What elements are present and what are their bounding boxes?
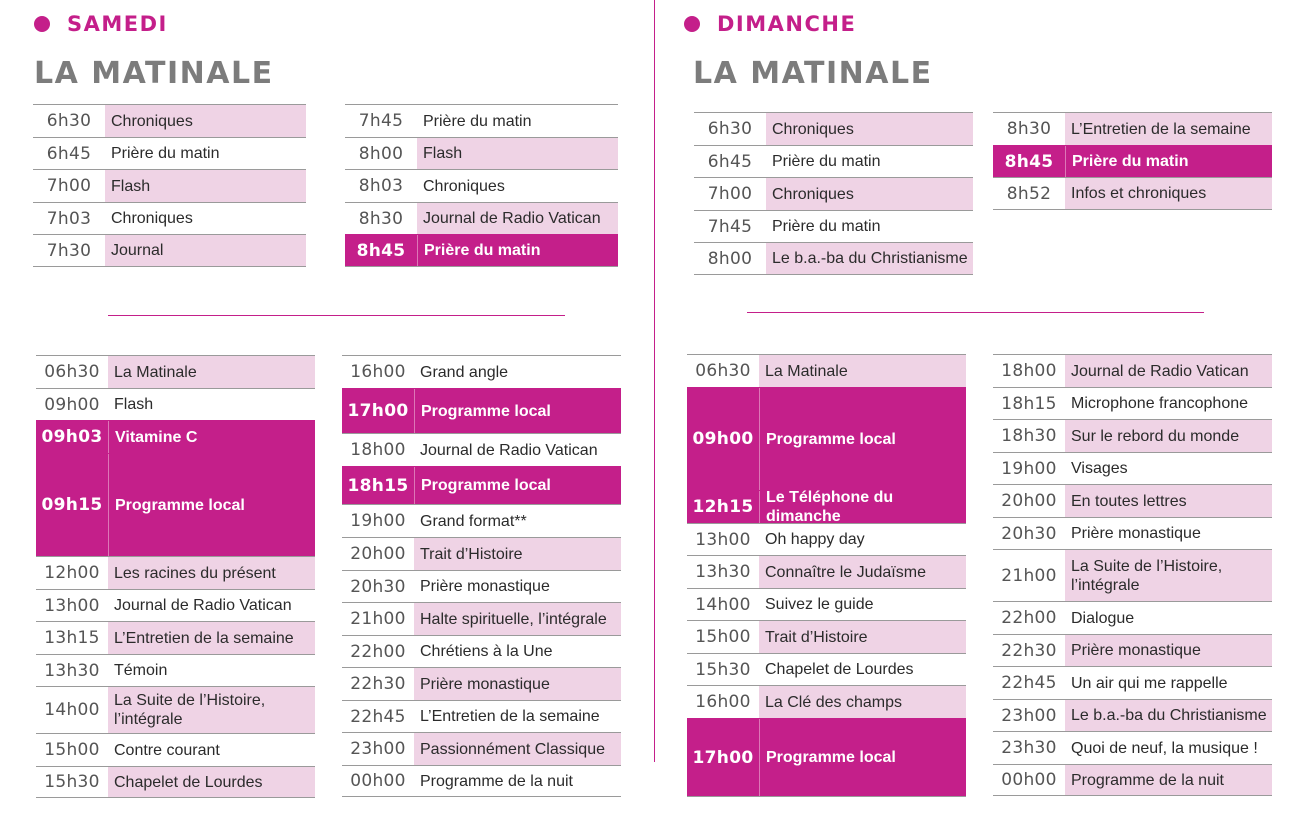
time-slot: 20h30 (1001, 523, 1057, 544)
schedule-row (694, 242, 973, 275)
schedule-row (687, 354, 966, 387)
time-slot: 13h15 (44, 628, 100, 648)
program-name: La Matinale (108, 356, 315, 388)
schedule-row (687, 620, 966, 653)
time-slot: 6h45 (707, 151, 753, 172)
time-slot: 09h03 (36, 421, 109, 453)
schedule-row (36, 355, 315, 388)
schedule-row (36, 766, 315, 798)
section-title-saturday: LA MATINALE (34, 56, 274, 91)
program-name: Chroniques (766, 113, 973, 145)
program-name: Programme local (421, 477, 551, 494)
schedule-row (993, 601, 1272, 634)
program-name: Prière monastique (1065, 635, 1272, 666)
program-name: Sur le rebord du monde (1065, 420, 1272, 452)
time-slot: 09h00 (44, 394, 100, 415)
program-name: Microphone francophone (1071, 395, 1249, 412)
schedule-row (694, 177, 973, 210)
schedule-sat-matinale-right (345, 104, 618, 267)
column-divider (654, 0, 655, 762)
time-slot: 20h00 (1001, 491, 1057, 511)
time-slot: 22h45 (350, 706, 406, 727)
time-slot: 00h00 (1001, 770, 1057, 790)
time-slot: 06h30 (695, 361, 751, 381)
schedule-row (993, 452, 1272, 484)
schedule-row (694, 145, 973, 177)
program-name: Flash (417, 138, 618, 169)
schedule-row (993, 354, 1272, 387)
schedule-row (342, 504, 621, 537)
time-slot: 8h45 (993, 146, 1066, 177)
schedule-row (342, 433, 621, 466)
schedule-row (36, 621, 315, 654)
program-name: Oh happy day (765, 531, 865, 548)
program-name: Flash (114, 396, 154, 413)
program-name: Prière monastique (420, 578, 550, 595)
program-name: Prière du matin (424, 242, 541, 259)
schedule-row (33, 234, 306, 267)
section-separator (747, 312, 1204, 313)
program-name: Programme local (421, 402, 551, 420)
time-slot: 13h00 (44, 595, 100, 616)
schedule-row (993, 517, 1272, 549)
program-name: L’Entretien de la semaine (1065, 113, 1272, 145)
time-slot: 19h00 (350, 511, 406, 531)
time-slot: 18h15 (1001, 393, 1057, 414)
time-slot: 15h30 (44, 772, 100, 792)
program-name: Les racines du présent (108, 557, 315, 589)
schedule-row (36, 589, 315, 621)
program-name: Grand format** (420, 512, 527, 530)
schedule-row (694, 112, 973, 145)
time-slot: 22h30 (1001, 640, 1057, 661)
section-separator (108, 315, 565, 316)
time-slot: 21h00 (350, 609, 406, 629)
program-name: L’Entretien de la semaine (420, 708, 600, 725)
day-label: DIMANCHE (717, 12, 857, 36)
time-slot: 22h00 (350, 641, 406, 662)
time-slot: 13h30 (44, 660, 100, 681)
time-slot: 14h00 (695, 594, 751, 615)
time-slot: 7h03 (46, 208, 92, 229)
schedule-row (993, 177, 1272, 210)
schedule-row (993, 666, 1272, 699)
time-slot: 22h30 (350, 674, 406, 694)
program-name: La Suite de l’Histoire, l’intégrale (108, 687, 315, 733)
schedule-row (687, 718, 966, 797)
schedule-row (993, 145, 1272, 177)
program-name: En toutes lettres (1065, 485, 1272, 517)
schedule-row (36, 556, 315, 589)
schedule-row (33, 104, 306, 137)
section-title-sunday: LA MATINALE (693, 56, 933, 91)
schedule-row (33, 137, 306, 169)
program-name: Prière du matin (423, 112, 532, 130)
time-slot: 23h00 (350, 739, 406, 759)
program-name: Programme de la nuit (1065, 765, 1272, 795)
time-slot: 8h45 (345, 235, 418, 266)
program-name: Visages (1071, 460, 1128, 477)
schedule-row (687, 653, 966, 685)
time-slot: 09h00 (687, 388, 760, 490)
schedule-sun-matinale-right (993, 112, 1272, 210)
program-name: Prière monastique (1071, 525, 1201, 542)
program-name: Grand angle (420, 363, 509, 381)
program-name: Prière du matin (772, 153, 881, 170)
program-name: Trait d’Histoire (414, 538, 621, 570)
time-slot: 8h30 (1006, 119, 1052, 139)
schedule-row (342, 570, 621, 602)
schedule-row (36, 733, 315, 766)
program-name: Chroniques (423, 177, 505, 195)
program-name: Contre courant (114, 741, 220, 759)
schedule-sat-matinale-left (33, 104, 306, 267)
time-slot: 17h00 (687, 719, 760, 796)
schedule-row (687, 588, 966, 620)
program-name: Le Téléphone du dimanche (766, 489, 894, 525)
time-slot: 8h30 (358, 208, 404, 229)
schedule-row (36, 686, 315, 733)
schedule-row (687, 685, 966, 718)
schedule-row (342, 602, 621, 635)
schedule-row (342, 700, 621, 732)
schedule-row (993, 387, 1272, 419)
program-name: Trait d’Histoire (759, 621, 966, 653)
time-slot: 20h00 (350, 544, 406, 564)
program-name: Programme local (115, 496, 245, 514)
time-slot: 13h00 (695, 529, 751, 550)
program-name: La Matinale (759, 355, 966, 387)
program-name: Prière monastique (414, 668, 621, 700)
schedule-row (993, 699, 1272, 731)
schedule-row (993, 549, 1272, 601)
schedule-row (33, 202, 306, 234)
schedule-row (993, 634, 1272, 666)
program-name: Chroniques (766, 178, 973, 210)
time-slot: 22h00 (1001, 608, 1057, 628)
schedule-row (342, 355, 621, 388)
time-slot: 16h00 (695, 692, 751, 712)
time-slot: 15h30 (695, 659, 751, 680)
schedule-row (993, 112, 1272, 145)
time-slot: 6h45 (46, 143, 92, 164)
program-name: Infos et chroniques (1065, 178, 1272, 209)
program-name: Prière du matin (1072, 153, 1189, 170)
program-name: Connaître le Judaïsme (759, 556, 966, 588)
schedule-sat-day-left (36, 355, 315, 798)
time-slot: 12h15 (687, 491, 760, 523)
schedule-row (342, 388, 621, 433)
program-name: Halte spirituelle, l’intégrale (414, 603, 621, 635)
time-slot: 7h45 (358, 111, 404, 131)
program-name: Journal (105, 235, 306, 266)
schedule-row (342, 765, 621, 797)
time-slot: 21h00 (1001, 565, 1057, 586)
time-slot: 6h30 (46, 111, 92, 131)
schedule-sun-day-right (993, 354, 1272, 796)
schedule-row (694, 210, 973, 242)
program-name: Prière du matin (111, 145, 220, 162)
time-slot: 7h00 (46, 176, 92, 196)
schedule-sun-day-left (687, 354, 966, 797)
schedule-row (993, 484, 1272, 517)
program-name: Chapelet de Lourdes (765, 661, 914, 678)
time-slot: 12h00 (44, 563, 100, 583)
day-label: SAMEDI (67, 12, 168, 36)
schedule-row (687, 387, 966, 490)
time-slot: 22h45 (1001, 673, 1057, 693)
program-name: Journal de Radio Vatican (114, 597, 292, 614)
program-name: Chroniques (111, 210, 193, 227)
schedule-row (687, 523, 966, 555)
time-slot: 13h30 (695, 562, 751, 582)
time-slot: 06h30 (44, 362, 100, 382)
program-name: Témoin (114, 662, 168, 679)
schedule-row (345, 234, 618, 267)
program-name: Journal de Radio Vatican (417, 203, 618, 234)
program-name: Le b.a.-ba du Christianisme (766, 243, 973, 274)
schedule-row (993, 764, 1272, 796)
program-name: Chrétiens à la Une (420, 643, 553, 660)
time-slot: 19h00 (1001, 458, 1057, 479)
schedule-row (345, 104, 618, 137)
time-slot: 15h00 (44, 740, 100, 760)
schedule-row (342, 732, 621, 765)
program-name: Journal de Radio Vatican (1065, 355, 1272, 387)
schedule-row (345, 202, 618, 234)
schedule-row (36, 453, 315, 556)
schedule-row (687, 490, 966, 523)
time-slot: 14h00 (44, 700, 100, 720)
program-name: Quoi de neuf, la musique ! (1071, 739, 1258, 757)
schedule-row (345, 169, 618, 202)
time-slot: 8h00 (358, 143, 404, 164)
day-heading-sunday (684, 11, 856, 37)
program-name: Passionnément Classique (414, 733, 621, 765)
time-slot: 6h30 (707, 119, 753, 139)
schedule-row (36, 388, 315, 420)
time-slot: 18h15 (342, 467, 415, 504)
program-name: Chroniques (105, 105, 306, 137)
schedule-row (993, 731, 1272, 764)
schedule-row (36, 420, 315, 453)
program-name: Journal de Radio Vatican (420, 441, 598, 459)
program-name: Programme de la nuit (420, 772, 573, 790)
schedule-row (993, 419, 1272, 452)
program-name: Prière du matin (772, 218, 881, 235)
schedule-row (342, 667, 621, 700)
program-name: Programme local (766, 749, 896, 766)
schedule-sat-day-right (342, 355, 621, 797)
time-slot: 18h00 (1001, 361, 1057, 381)
schedule-row (342, 635, 621, 667)
program-name: Chapelet de Lourdes (108, 767, 315, 797)
time-slot: 8h52 (1006, 183, 1052, 204)
program-name: Dialogue (1071, 609, 1135, 627)
program-name: Flash (105, 170, 306, 202)
schedule-row (342, 537, 621, 570)
schedule-sun-matinale-left (694, 112, 973, 275)
time-slot: 23h00 (1001, 705, 1057, 726)
time-slot: 7h30 (46, 240, 92, 261)
schedule-row (36, 654, 315, 686)
program-name: Vitamine C (115, 428, 198, 446)
time-slot: 7h00 (707, 184, 753, 204)
schedule-row (345, 137, 618, 169)
time-slot: 00h00 (350, 771, 406, 791)
program-name: La Suite de l’Histoire, l’intégrale (1065, 550, 1272, 601)
time-slot: 15h00 (695, 627, 751, 647)
time-slot: 8h00 (707, 248, 753, 269)
program-name: Le b.a.-ba du Christianisme (1065, 700, 1272, 731)
schedule-row (687, 555, 966, 588)
bullet-dot-icon (684, 16, 700, 32)
program-name: La Clé des champs (759, 686, 966, 718)
day-heading-saturday (34, 11, 168, 37)
program-name: Un air qui me rappelle (1071, 674, 1228, 692)
time-slot: 8h03 (358, 176, 404, 196)
schedule-row (342, 466, 621, 504)
schedule-row (33, 169, 306, 202)
time-slot: 16h00 (350, 362, 406, 382)
time-slot: 09h15 (36, 454, 109, 556)
time-slot: 18h30 (1001, 426, 1057, 446)
time-slot: 18h00 (350, 440, 406, 460)
time-slot: 7h45 (707, 216, 753, 237)
program-name: Programme local (766, 430, 896, 448)
time-slot: 20h30 (350, 576, 406, 597)
bullet-dot-icon (34, 16, 50, 32)
time-slot: 23h30 (1001, 738, 1057, 758)
program-name: L’Entretien de la semaine (108, 622, 315, 654)
time-slot: 17h00 (342, 389, 415, 433)
program-name: Suivez le guide (765, 596, 874, 613)
